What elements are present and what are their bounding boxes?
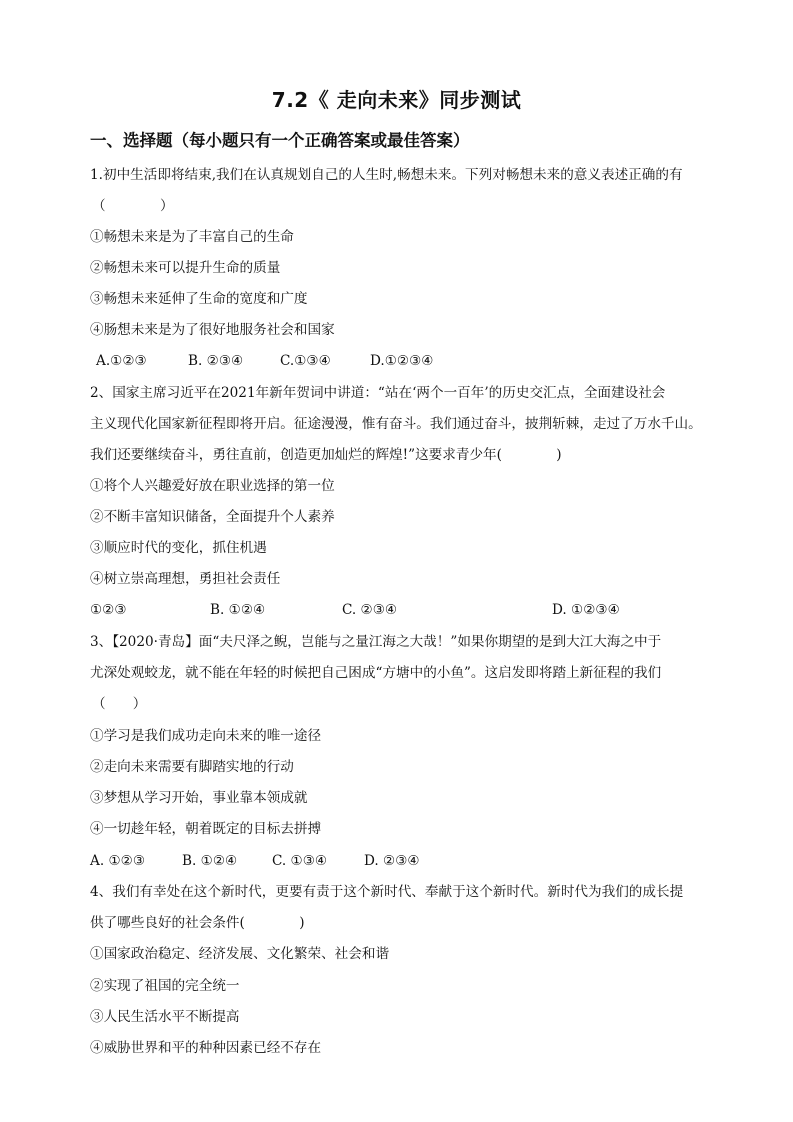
q2-stem-line1: 2、国家主席习近平在2021年新年贺词中讲道：“站在‘两个一百年’的历史交汇点，全面建设社会 <box>90 385 666 401</box>
q3-option-c[interactable]: C. ①③④ <box>272 853 328 869</box>
q2-item-3: ③顺应时代的变化，抓住机遇 <box>90 540 267 556</box>
q4-item-1: ①国家政治稳定、经济发展、文化繁荣、社会和谐 <box>90 946 390 962</box>
q2-item-4: ④树立崇高理想，勇担社会责任 <box>90 571 281 587</box>
q1-stem-line1: 1.初中生活即将结束,我们在认真规划自己的人生时,畅想未来。下列对畅想未来的意义表述正确的有 <box>90 167 683 183</box>
q1-option-c[interactable]: C.①③④ <box>280 353 331 369</box>
q2-option-d[interactable]: D. ①②③④ <box>552 602 620 618</box>
q3-item-4: ④一切趁年轻，朝着既定的目标去拼搏 <box>90 821 322 837</box>
q2-option-a[interactable]: ①②③ <box>90 602 127 618</box>
q3-options <box>90 852 420 870</box>
q1-item-4: ④肠想未来是为了很好地服务社会和国家 <box>90 322 335 338</box>
q1-option-b[interactable]: B. ②③④ <box>188 353 244 369</box>
q2-stem-line3: 我们还要继续奋斗，勇往直前，创造更加灿烂的辉煌!”这要求青少年( ) <box>90 447 562 463</box>
q3-item-2: ②走向未来需要有脚踏实地的行动 <box>90 759 294 775</box>
q2-options <box>90 601 620 619</box>
q3-stem-line3: （ ） <box>92 696 147 712</box>
q3-option-a[interactable]: A. ①②③ <box>90 853 146 869</box>
q2-item-1: ①将个人兴趣爱好放在职业选择的第一位 <box>90 478 335 494</box>
page-title: 7.2《 走向未来》同步测试 <box>271 88 522 112</box>
q2-option-c[interactable]: C. ②③④ <box>342 602 398 618</box>
q3-stem-line1: 3、【2020·青岛】面“夫尺泽之鲵，岂能与之量江海之大哉！”如果你期望的是到大江大海之中于 <box>90 634 662 650</box>
q3-option-d[interactable]: D. ②③④ <box>364 853 420 869</box>
q1-options <box>96 352 433 370</box>
q1-item-3: ③畅想未来延伸了生命的宽度和广度 <box>90 291 308 307</box>
q1-option-a[interactable]: A.①②③ <box>96 353 147 369</box>
q1-item-2: ②畅想未来可以提升生命的质量 <box>90 260 281 276</box>
section-heading: 一、选择题（每小题只有一个正确答案或最佳答案） <box>90 131 470 150</box>
q3-item-3: ③梦想从学习开始，事业靠本领成就 <box>90 790 308 806</box>
q2-item-2: ②不断丰富知识储备，全面提升个人素养 <box>90 509 335 525</box>
q2-option-b[interactable]: B. ①②④ <box>210 602 266 618</box>
q2-stem-line2: 主义现代化国家新征程即将开启。征途漫漫，惟有奋斗。我们通过奋斗，披荆斩棘，走过了万水千山。 <box>90 416 702 432</box>
q4-stem-line1: 4、我们有幸处在这个新时代，更要有责于这个新时代、奉献于这个新时代。新时代为我们的成长提 <box>90 884 684 900</box>
q4-stem-line2: 供了哪些良好的社会条件( ) <box>90 915 305 931</box>
q3-stem-line2: 尤深处观蛟龙，就不能在年轻的时候把自己困成“方塘中的小鱼”。这启发即将踏上新征程的我们 <box>90 665 662 681</box>
q1-stem-line2: （ ） <box>92 198 174 214</box>
q3-option-b[interactable]: B. ①②④ <box>182 853 238 869</box>
q1-item-1: ①畅想未来是为了丰富自己的生命 <box>90 229 294 245</box>
q3-item-1: ①学习是我们成功走向未来的唯一途径 <box>90 728 322 744</box>
q4-item-2: ②实现了祖国的完全统一 <box>90 978 240 994</box>
q4-item-4: ④威胁世界和平的种种因素已经不存在 <box>90 1040 322 1056</box>
q4-item-3: ③人民生活水平不断提高 <box>90 1009 240 1025</box>
q1-option-d[interactable]: D.①②③④ <box>370 353 434 369</box>
